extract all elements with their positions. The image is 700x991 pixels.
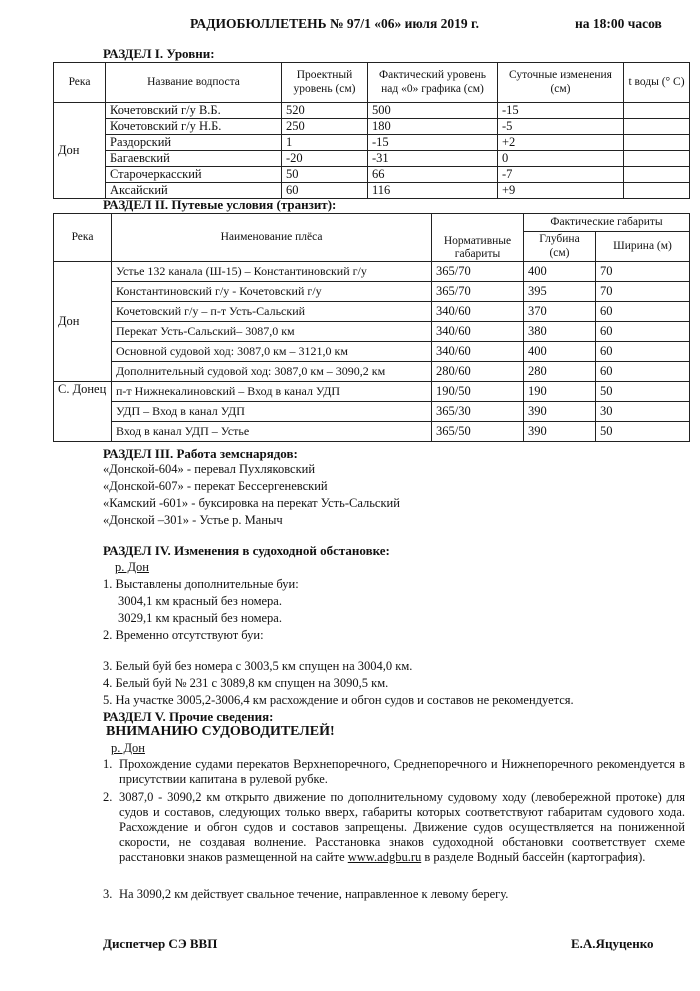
section4-title: РАЗДЕЛ IV. Изменения в судоходной обстановке: bbox=[103, 543, 390, 558]
norm-dims: 190/50 bbox=[432, 382, 524, 402]
river-cell: С. Донец bbox=[54, 382, 112, 442]
post-name: Кочетовский г/у В.Б. bbox=[106, 103, 282, 119]
actual-width: 60 bbox=[596, 342, 690, 362]
actual-level: 66 bbox=[368, 167, 498, 183]
note-number: 1. bbox=[103, 757, 113, 771]
transit-table bbox=[53, 213, 690, 442]
table-row bbox=[54, 342, 690, 362]
actual-width: 50 bbox=[596, 382, 690, 402]
daily-change: 0 bbox=[498, 151, 624, 167]
actual-depth: 400 bbox=[524, 262, 596, 282]
daily-change: +9 bbox=[498, 183, 624, 199]
design-level: 250 bbox=[282, 119, 368, 135]
bulletin-title: РАДИОБЮЛЛЕТЕНЬ № 97/1 «06» июля 2019 г. bbox=[190, 16, 480, 31]
col-header-design-level: Проектный уровень (см) bbox=[282, 63, 368, 103]
signatory-name: Е.А.Яцуценко bbox=[571, 936, 654, 951]
reach-name: Константиновский г/у - Кочетовский г/у bbox=[112, 282, 432, 302]
note-text: 3087,0 - 3090,2 км открыто движение по дополнительному судовому ходу (левобережной протоке) для судов и составов, следующих только вверх, габариты которых соответствуют габаритам судового хода. Расхождение и обгон судов и составов запрещены. Движение судов осуществляется на пониженной скорости, не создавая волнение. Расстановка знаков судоходной обстановки соответствует схеме расстановки знаков размещенной на сайте bbox=[119, 790, 685, 864]
change-subitem: 3029,1 км красный без номера. bbox=[118, 611, 282, 625]
norm-dims: 340/60 bbox=[432, 342, 524, 362]
table-row bbox=[54, 262, 690, 282]
actual-depth: 280 bbox=[524, 362, 596, 382]
post-name: Багаевский bbox=[106, 151, 282, 167]
col-header-post: Название водпоста bbox=[106, 63, 282, 103]
table-row bbox=[54, 167, 690, 183]
design-level: 1 bbox=[282, 135, 368, 151]
actual-level: -31 bbox=[368, 151, 498, 167]
design-level: -20 bbox=[282, 151, 368, 167]
actual-width: 60 bbox=[596, 322, 690, 342]
river-subheading: р. Дон bbox=[115, 560, 149, 574]
actual-depth: 400 bbox=[524, 342, 596, 362]
note-number: 3. bbox=[103, 887, 113, 901]
reach-name: Вход в канал УДП – Устье bbox=[112, 422, 432, 442]
norm-dims: 340/60 bbox=[432, 322, 524, 342]
table-row bbox=[54, 402, 690, 422]
col-header-river: Река bbox=[54, 214, 112, 262]
attention-heading: ВНИМАНИЮ СУДОВОДИТЕЛЕЙ! bbox=[106, 724, 335, 739]
table-row bbox=[54, 382, 690, 402]
table-row bbox=[54, 151, 690, 167]
change-item: 2. Временно отсутствуют буи: bbox=[103, 628, 264, 642]
post-name: Старочеркасский bbox=[106, 167, 282, 183]
dredger-item: «Донской –301» - Устье р. Маныч bbox=[103, 513, 283, 527]
actual-level: 180 bbox=[368, 119, 498, 135]
col-header-reach: Наименование плёса bbox=[112, 214, 432, 262]
change-item: 5. На участке 3005,2-3006,4 км расхождение и обгон судов и составов не рекомендуется. bbox=[103, 693, 574, 707]
water-temp bbox=[624, 151, 690, 167]
table-row bbox=[54, 103, 690, 119]
table-row bbox=[54, 322, 690, 342]
daily-change: -5 bbox=[498, 119, 624, 135]
change-item: 4. Белый буй № 231 с 3089,8 км спущен на 3090,5 км. bbox=[103, 676, 389, 690]
norm-dims: 365/70 bbox=[432, 262, 524, 282]
actual-depth: 370 bbox=[524, 302, 596, 322]
actual-width: 70 bbox=[596, 262, 690, 282]
daily-change: -15 bbox=[498, 103, 624, 119]
actual-width: 70 bbox=[596, 282, 690, 302]
post-name: Раздорский bbox=[106, 135, 282, 151]
post-name: Кочетовский г/у Н.Б. bbox=[106, 119, 282, 135]
actual-level: 500 bbox=[368, 103, 498, 119]
dispatcher-label: Диспетчер СЭ ВВП bbox=[103, 936, 218, 951]
section1-title: РАЗДЕЛ I. Уровни: bbox=[103, 46, 215, 61]
water-temp bbox=[624, 103, 690, 119]
col-header-actual-level: Фактический уровень над «0» графика (см) bbox=[368, 63, 498, 103]
section5-title: РАЗДЕЛ V. Прочие сведения: bbox=[103, 709, 274, 724]
note-number: 2. bbox=[103, 790, 113, 804]
actual-depth: 190 bbox=[524, 382, 596, 402]
river-cell: Дон bbox=[54, 103, 106, 199]
site-link[interactable]: www.adgbu.ru bbox=[347, 850, 422, 864]
dredger-item: «Донской-604» - перевал Пухляковский bbox=[103, 462, 316, 476]
norm-dims: 365/50 bbox=[432, 422, 524, 442]
col-header-river: Река bbox=[54, 63, 106, 103]
table-row bbox=[54, 282, 690, 302]
section3-title: РАЗДЕЛ III. Работа земснарядов: bbox=[103, 446, 298, 461]
bulletin-time: на 18:00 часов bbox=[575, 16, 662, 31]
dredger-item: «Камский -601» - буксировка на перекат Усть-Сальский bbox=[103, 496, 400, 510]
design-level: 60 bbox=[282, 183, 368, 199]
section2-title: РАЗДЕЛ II. Путевые условия (транзит): bbox=[103, 197, 337, 212]
reach-name: УДП – Вход в канал УДП bbox=[112, 402, 432, 422]
change-item: 1. Выставлены дополнительные буи: bbox=[103, 577, 299, 591]
norm-dims: 365/30 bbox=[432, 402, 524, 422]
note-text: На 3090,2 км действует свальное течение, направленное к левому берегу. bbox=[119, 887, 509, 901]
table-row bbox=[54, 422, 690, 442]
table-row bbox=[54, 302, 690, 322]
water-temp bbox=[624, 135, 690, 151]
actual-depth: 390 bbox=[524, 422, 596, 442]
post-name: Аксайский bbox=[106, 183, 282, 199]
col-header-norm: Нормативные габариты bbox=[432, 214, 524, 262]
river-cell: Дон bbox=[54, 262, 112, 382]
col-header-width: Ширина (м) bbox=[596, 232, 690, 262]
levels-table bbox=[53, 62, 690, 199]
design-level: 50 bbox=[282, 167, 368, 183]
daily-change: +2 bbox=[498, 135, 624, 151]
change-subitem: 3004,1 км красный без номера. bbox=[118, 594, 282, 608]
water-temp bbox=[624, 119, 690, 135]
col-header-daily-change: Суточные изменения (см) bbox=[498, 63, 624, 103]
note-text-tail: в разделе Водный бассейн (картография). bbox=[424, 850, 646, 864]
norm-dims: 340/60 bbox=[432, 302, 524, 322]
reach-name: п-т Нижнекалиновский – Вход в канал УДП bbox=[112, 382, 432, 402]
note-text-wrap bbox=[119, 790, 685, 865]
dredger-item: «Донской-607» - перекат Бессергеневский bbox=[103, 479, 328, 493]
water-temp bbox=[624, 183, 690, 199]
actual-depth: 390 bbox=[524, 402, 596, 422]
actual-width: 30 bbox=[596, 402, 690, 422]
actual-level: 116 bbox=[368, 183, 498, 199]
actual-width: 50 bbox=[596, 422, 690, 442]
table-row bbox=[54, 362, 690, 382]
col-header-depth: Глубина (см) bbox=[524, 232, 596, 262]
change-item: 3. Белый буй без номера с 3003,5 км спущен на 3004,0 км. bbox=[103, 659, 413, 673]
reach-name: Дополнительный судовой ход: 3087,0 км – 3090,2 км bbox=[112, 362, 432, 382]
reach-name: Основной судовой ход: 3087,0 км – 3121,0 км bbox=[112, 342, 432, 362]
actual-width: 60 bbox=[596, 302, 690, 322]
actual-level: -15 bbox=[368, 135, 498, 151]
water-temp bbox=[624, 167, 690, 183]
note-text: Прохождение судами перекатов Верхнепоречного, Среднепоречного и Нижнепоречного рекомендуется в присутствии капитана в рулевой рубке. bbox=[119, 757, 685, 786]
reach-name: Перекат Усть-Сальский– 3087,0 км bbox=[112, 322, 432, 342]
norm-dims: 365/70 bbox=[432, 282, 524, 302]
table-row bbox=[54, 119, 690, 135]
actual-depth: 380 bbox=[524, 322, 596, 342]
reach-name: Устье 132 канала (Ш-15) – Константиновский г/у bbox=[112, 262, 432, 282]
norm-dims: 280/60 bbox=[432, 362, 524, 382]
table-row bbox=[54, 135, 690, 151]
actual-width: 60 bbox=[596, 362, 690, 382]
river-subheading: р. Дон bbox=[111, 741, 145, 755]
actual-depth: 395 bbox=[524, 282, 596, 302]
daily-change: -7 bbox=[498, 167, 624, 183]
design-level: 520 bbox=[282, 103, 368, 119]
reach-name: Кочетовский г/у – п-т Усть-Сальский bbox=[112, 302, 432, 322]
col-header-water-temp: t воды (° C) bbox=[624, 63, 690, 103]
col-header-actual-dims: Фактические габариты bbox=[524, 214, 690, 232]
